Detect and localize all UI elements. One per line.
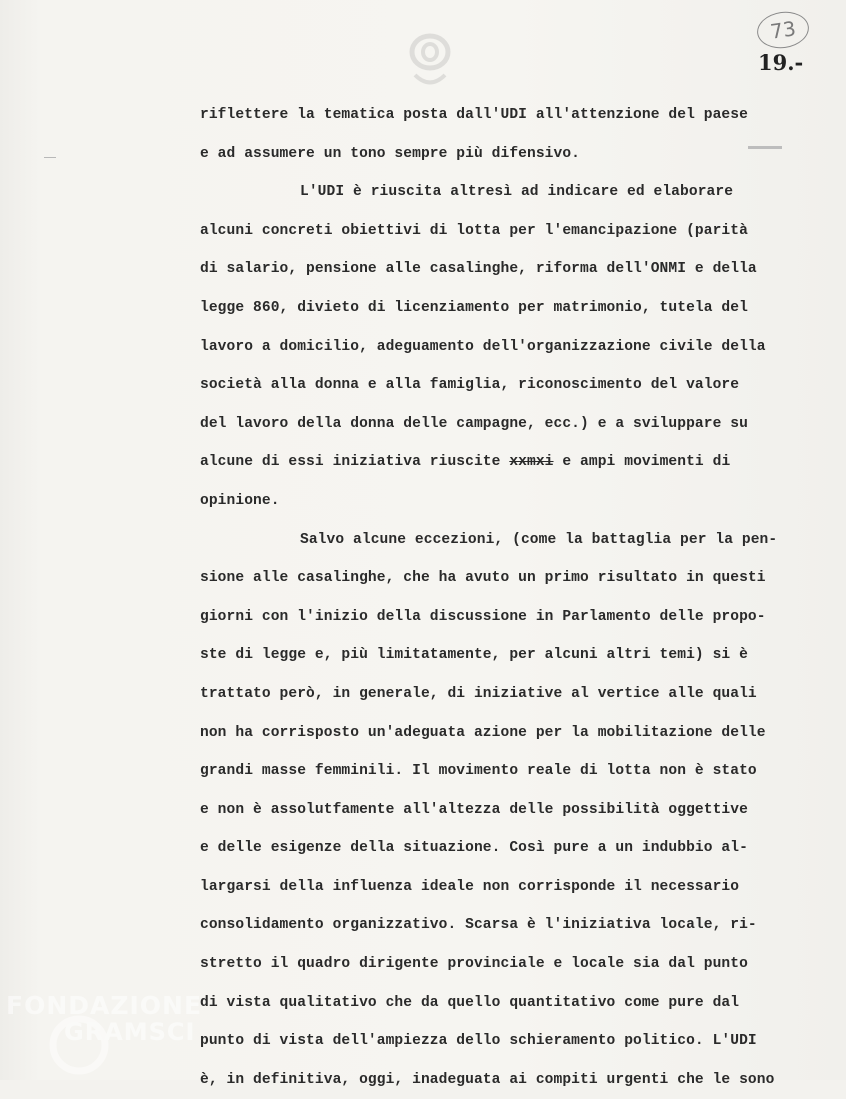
text-line: consolidamento organizzativo. Scarsa è l'iniziativa locale, ri-	[200, 917, 757, 934]
text-line: e ad assumere un tono sempre più difensivo.	[200, 145, 581, 162]
text-line: grandi masse femminili. Il movimento reale di lotta non è stato	[200, 763, 757, 780]
text-line: sione alle casalinghe, che ha avuto un primo risultato in questi	[200, 570, 766, 587]
text-segment: alcune di essi iniziativa riuscite	[200, 454, 510, 471]
struck-out-typo: xxmxi	[509, 454, 554, 471]
body-text	[200, 96, 846, 1099]
text-line: e delle esigenze della situazione. Così pure a un indubbio al-	[200, 840, 748, 857]
text-line: L'UDI è riuscita altresì ad indicare ed elaborare	[300, 184, 734, 201]
page-number: 19.-	[758, 50, 804, 75]
text-line: ste di legge e, più limitatamente, per alcuni altri temi) si è	[200, 647, 748, 664]
text-line: punto di vista dell'ampiezza dello schieramento politico. L'UDI	[200, 1033, 757, 1050]
archive-number-circle	[755, 9, 812, 52]
text-line: trattato però, in generale, di iniziative al vertice alle quali	[200, 685, 757, 702]
text-line: di salario, pensione alle casalinghe, riforma dell'ONMI e della	[200, 261, 757, 278]
text-line-with-strikeout	[200, 443, 846, 482]
text-line: opinione.	[200, 492, 280, 509]
text-line: e non è assolutfamente all'altezza delle possibilità oggettive	[200, 801, 748, 818]
text-segment: e ampi movimenti di	[553, 454, 731, 471]
text-line: di vista qualitativo che da quello quantitativo come pure dal	[200, 994, 740, 1011]
text-line: riflettere la tematica posta dall'UDI all'attenzione del paese	[200, 107, 748, 123]
text-line: del lavoro della donna delle campagne, ecc.) e a sviluppare su	[200, 415, 748, 432]
text-line: giorni con l'inizio della discussione in Parlamento delle propo-	[200, 608, 766, 625]
watermark-line-1: FONDAZIONE	[6, 991, 203, 1020]
archive-number: 73	[768, 16, 798, 44]
faint-stamp-mark	[405, 30, 455, 90]
text-line: Salvo alcune eccezioni, (come la battaglia per la pen-	[300, 531, 778, 548]
text-line: società alla donna e alla famiglia, riconoscimento del valore	[200, 377, 740, 394]
text-line: largarsi della influenza ideale non corrisponde il necessario	[200, 878, 740, 895]
text-line: alcuni concreti obiettivi di lotta per l'emancipazione (parità	[200, 222, 748, 239]
text-line: legge 860, divieto di licenziamento per matrimonio, tutela del	[200, 299, 748, 316]
text-line: lavoro a domicilio, adeguamento dell'organizzazione civile della	[200, 338, 766, 355]
text-line: stretto il quadro dirigente provinciale e locale sia dal punto	[200, 956, 748, 973]
fondazione-gramsci-watermark	[4, 990, 204, 1080]
watermark-line-2: GRAMSCI	[64, 1018, 196, 1046]
text-line: non ha corrisposto un'adeguata azione per la mobilitazione delle	[200, 724, 766, 741]
margin-mark	[44, 157, 56, 158]
text-line: è, in definitiva, oggi, inadeguata ai compiti urgenti che le sono	[200, 1071, 775, 1088]
